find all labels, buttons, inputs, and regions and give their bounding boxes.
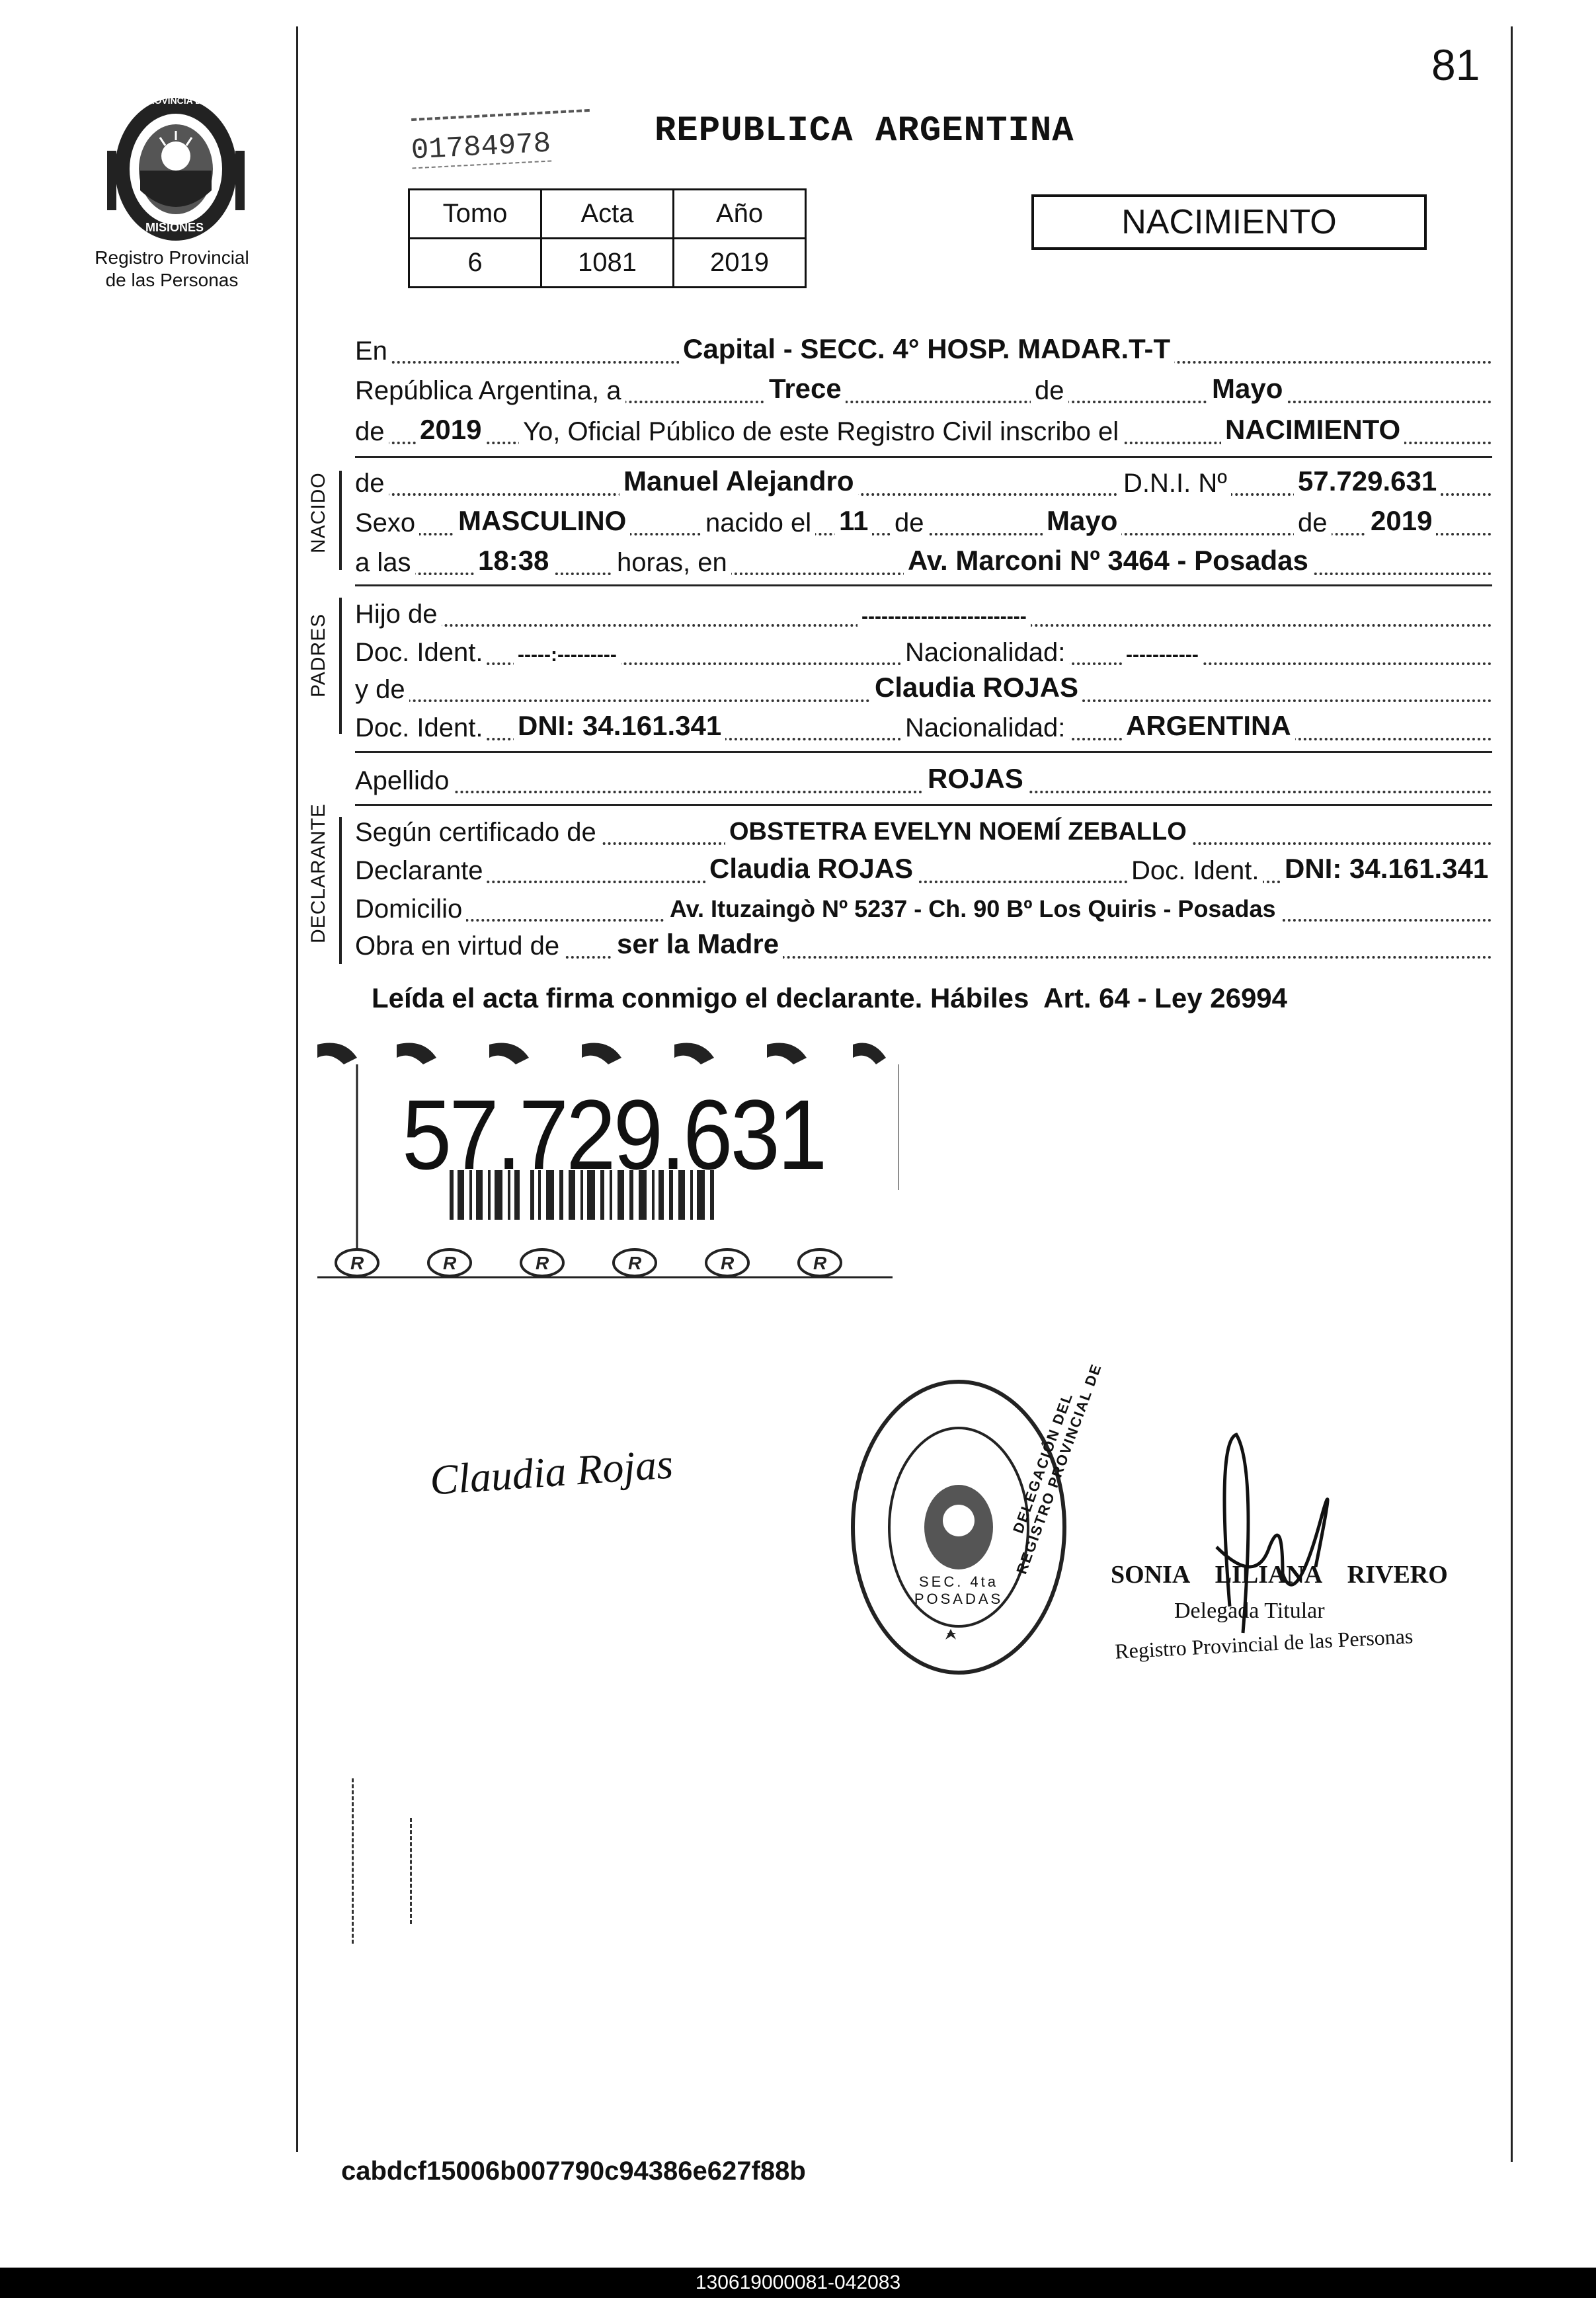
serial-number: 01784978 [410, 127, 552, 168]
section-label-padres: PADRES [307, 613, 329, 697]
place-value: Capital - SECC. 4° HOSP. MADAR.T-T [679, 333, 1174, 365]
row-year-oficial [355, 411, 1492, 451]
label-apellido: Apellido [355, 766, 453, 796]
svg-text:R: R [536, 1253, 549, 1273]
label-obra: Obra en virtud de [355, 931, 563, 961]
label-de-year: de [1294, 508, 1332, 538]
divider [355, 456, 1492, 458]
label-nacido-el: nacido el [701, 508, 815, 538]
birth-month: Mayo [1043, 505, 1121, 537]
label-de-name: de [355, 469, 389, 498]
svg-text:R: R [628, 1253, 642, 1273]
label-alas: a las [355, 548, 415, 578]
label-doc: Doc. Ident. [355, 638, 487, 668]
svg-text:R: R [721, 1253, 735, 1273]
row-en [355, 331, 1492, 370]
signatory-name: SONIA LILIANA RIVERO [1111, 1561, 1448, 1589]
domicilio-value: Av. Ituzaingò Nº 5237 - Ch. 90 Bº Los Quiris - Posadas [666, 895, 1280, 923]
label-doc-decl: Doc. Ident. [1127, 856, 1263, 886]
row-republica [355, 370, 1492, 410]
row-hora [355, 542, 1492, 582]
birth-year: 2019 [1367, 505, 1436, 537]
official-stamp [846, 1361, 1105, 1679]
mother-nationality: ARGENTINA [1122, 710, 1295, 742]
closing-text: Leída el acta firma conmigo el declarante. Hábiles Art. 64 - Ley 26994 [372, 982, 1288, 1013]
section-label-declarante: DECLARANTE [307, 803, 329, 943]
declarante-doc: DNI: 34.161.341 [1281, 853, 1492, 885]
table-cell: 2019 [674, 239, 806, 288]
father-name: ------------------------- [858, 606, 1031, 628]
row-father-doc [355, 632, 1492, 672]
label-nacionalidad2: Nacionalidad: [901, 713, 1069, 743]
label-doc2: Doc. Ident. [355, 713, 487, 743]
section-bar [339, 817, 342, 964]
mother-name: Claudia ROJAS [871, 672, 1082, 703]
row-obra [355, 926, 1492, 965]
child-dni: 57.729.631 [1294, 465, 1441, 497]
label-hijo: Hijo de [355, 600, 442, 629]
table-header: Año [674, 190, 806, 239]
row-apellido [355, 760, 1492, 800]
label-declarante: Declarante [355, 856, 487, 886]
table-cell: 6 [409, 239, 541, 288]
signatory-org: Registro Provincial de las Personas [1114, 1624, 1414, 1663]
label-yde: y de [355, 675, 409, 705]
label-dni: D.N.I. Nº [1119, 469, 1231, 498]
declarante-name: Claudia ROJAS [705, 853, 917, 885]
logo-ring-bottom-text: MISIONES [145, 221, 204, 234]
cert-value: OBSTETRA EVELYN NOEMÍ ZEBALLO [725, 818, 1191, 846]
section-bar [339, 598, 342, 734]
label-certificado: Según certificado de [355, 818, 600, 848]
dni-sticker [317, 1038, 899, 1283]
footer-code: 130619000081-042083 [695, 2272, 901, 2293]
table-cell: 1081 [541, 239, 674, 288]
day-words: Trece [765, 373, 846, 405]
scan-mark [352, 1778, 354, 1944]
section-bar [339, 471, 342, 570]
divider [355, 751, 1492, 753]
section-label-nacido: NACIDO [307, 472, 329, 553]
logo-caption-2: de las Personas [105, 270, 239, 290]
label-domicilio: Domicilio [355, 894, 466, 924]
obra-value: ser la Madre [613, 928, 783, 960]
sexo-value: MASCULINO [454, 505, 630, 537]
document-hash: cabdcf15006b007790c94386e627f88b [341, 2157, 806, 2186]
label-republica: República Argentina, a [355, 376, 625, 406]
event-value: NACIMIENTO [1221, 414, 1404, 446]
label-en: En [355, 337, 391, 366]
table-header: Tomo [409, 190, 541, 239]
birth-address: Av. Marconi Nº 3464 - Posadas [904, 545, 1312, 576]
svg-text:R: R [350, 1253, 364, 1273]
label-de-month: de [891, 508, 928, 538]
logo-ring-top-text: PROVINCIA DE [141, 95, 208, 106]
doc-type: NACIMIENTO [1121, 203, 1337, 241]
scan-mark [410, 1818, 412, 1924]
row-certificado [355, 812, 1492, 852]
row-hijo [355, 594, 1492, 633]
signature-declarante [428, 1439, 674, 1505]
divider [355, 804, 1492, 806]
label-nacionalidad: Nacionalidad: [901, 638, 1069, 668]
mother-doc: DNI: 34.161.341 [514, 710, 725, 742]
label-de: de [1031, 376, 1068, 406]
country-title: REPUBLICA ARGENTINA [655, 111, 1074, 151]
page-number: 81 [1431, 40, 1480, 89]
signature-text: Claudia Rojas [428, 1440, 675, 1504]
stamp-inner-text: SEC. 4ta POSADAS [914, 1573, 1004, 1607]
province-logo [107, 91, 245, 243]
row-declarante [355, 850, 1492, 890]
label-de2: de [355, 417, 389, 447]
child-name: Manuel Alejandro [619, 465, 858, 497]
acta-table [408, 188, 807, 288]
divider [355, 584, 1492, 586]
stamp-ring-text: DELEGACIÓN DEL REGISTRO PROVINCIAL DE [1010, 1361, 1105, 1577]
doc-type-box [1031, 194, 1427, 250]
svg-text:R: R [443, 1253, 457, 1273]
father-nationality: ----------- [1122, 644, 1203, 666]
row-name [355, 463, 1492, 502]
year-value: 2019 [416, 414, 485, 446]
table-header: Acta [541, 190, 674, 239]
oficial-text: Yo, Oficial Público de este Registro Civil inscribo el [519, 417, 1123, 447]
row-sexo [355, 502, 1492, 542]
row-domicilio [355, 889, 1492, 928]
birth-time: 18:38 [474, 545, 553, 576]
month-value: Mayo [1208, 373, 1287, 405]
sticker-number: 57.729.631 [402, 1079, 825, 1190]
footer-bar [0, 2268, 1596, 2298]
label-horas: horas, en [613, 548, 731, 578]
left-margin-line [296, 26, 298, 2152]
father-doc: -----:--------- [514, 644, 621, 666]
row-mother-doc [355, 707, 1492, 747]
apellido-value: ROJAS [924, 763, 1027, 795]
serial-dashes [411, 109, 590, 121]
svg-text:R: R [813, 1253, 827, 1273]
signatory-title: Delegada Titular [1174, 1599, 1325, 1623]
birth-day: 11 [835, 505, 872, 537]
label-sexo: Sexo [355, 508, 419, 538]
row-mother [355, 669, 1492, 709]
logo-caption-1: Registro Provincial [95, 247, 249, 268]
right-margin-line [1511, 26, 1513, 2162]
